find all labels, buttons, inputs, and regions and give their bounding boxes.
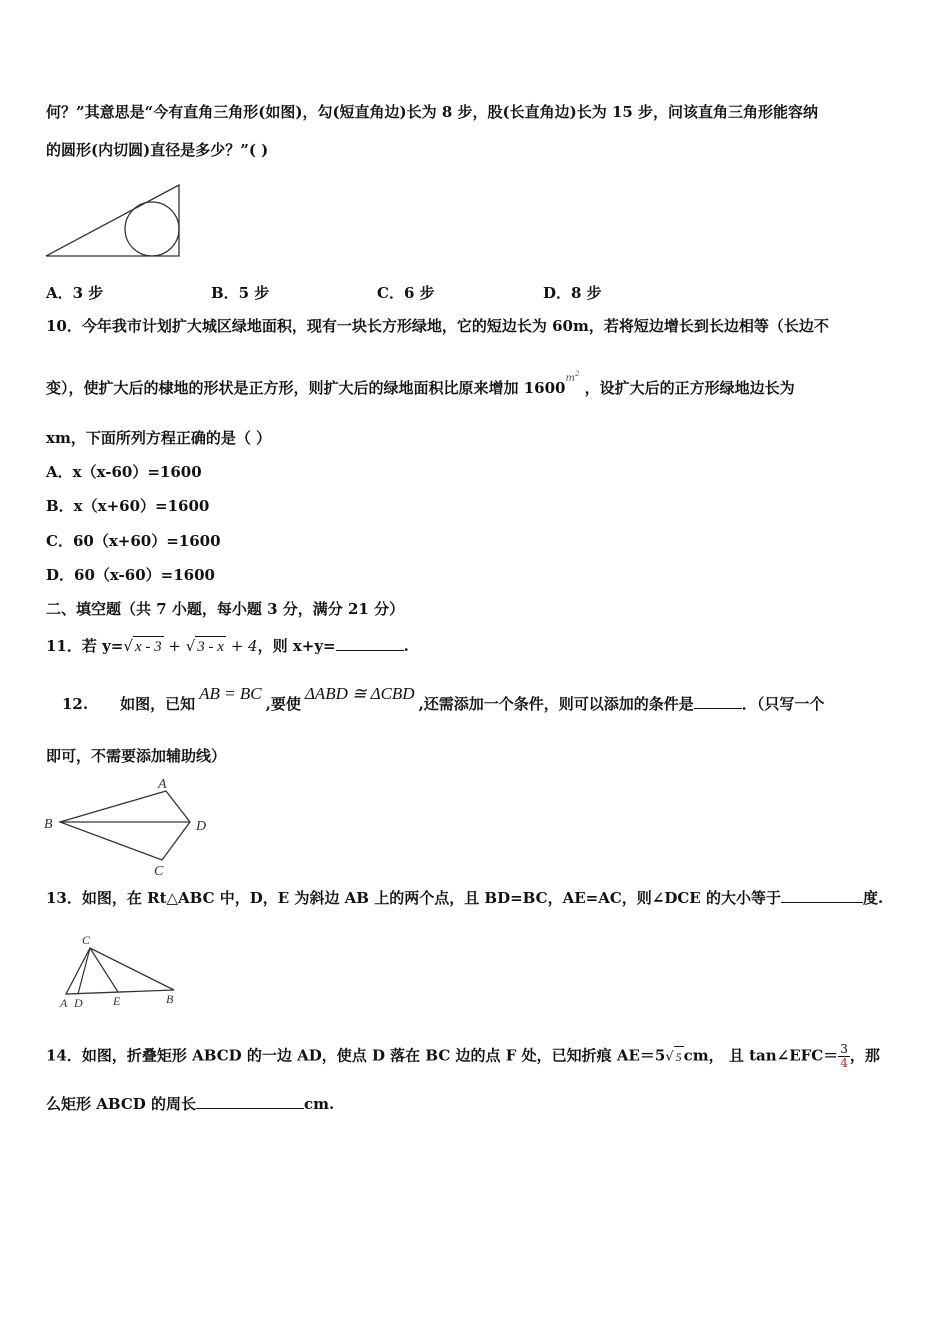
q14-line2 xyxy=(46,1094,334,1114)
q12-label-b: B xyxy=(44,817,53,832)
q14-text-c: ，那 xyxy=(849,1046,880,1065)
q13-triangle xyxy=(66,948,174,994)
q9-incircle xyxy=(125,202,179,256)
q9-option-b: B．5 步 xyxy=(211,284,270,302)
q10-line3: xm，下面所列方程正确的是（ ） xyxy=(46,429,272,447)
q12-line1 xyxy=(62,684,825,714)
q10-unit-m: m2 xyxy=(565,370,580,384)
q9-option-d: D．8 步 xyxy=(543,284,602,302)
q10-option-b: B．x（x+60）=1600 xyxy=(46,497,210,515)
q12-label-d: D xyxy=(196,819,207,834)
q12-text-b: ,要使 xyxy=(265,695,301,713)
q11-line xyxy=(46,636,409,657)
q11-end: . xyxy=(403,637,409,655)
q11-prefix: 11．若 y= xyxy=(46,637,124,655)
q12-math-ab-bc: AB = BC xyxy=(199,684,262,703)
q11-radicand-2: 3 - x xyxy=(195,636,226,657)
q14-frac-num: 3 xyxy=(840,1042,848,1056)
q10-line2-tail: ，设扩大后的正方形绿地边长为 xyxy=(584,379,795,397)
q14-text-unit: cm. xyxy=(304,1095,335,1113)
q9-option-c: C．6 步 xyxy=(377,284,435,302)
sqrt-icon: √ xyxy=(185,637,196,655)
q13-end: 度. xyxy=(862,889,884,907)
q12-text-a: 如图，已知 xyxy=(120,695,196,713)
q12-line2: 即可，不需要添加辅助线） xyxy=(46,747,227,765)
q13-line xyxy=(46,888,883,908)
q13-label-a: A xyxy=(60,996,68,1010)
q10-option-a: A．x（x-60）=1600 xyxy=(46,463,202,481)
q13-label-e: E xyxy=(113,994,121,1008)
q12-figure-kite xyxy=(42,774,217,878)
q14-text-line2: 么矩形 ABCD 的周长 xyxy=(46,1095,196,1113)
sqrt-icon: √ xyxy=(665,1049,674,1065)
q14-line1 xyxy=(46,1043,880,1070)
q10-option-c: C．60（x+60）=1600 xyxy=(46,532,221,550)
q10-option-d: D．60（x-60）=1600 xyxy=(46,566,215,584)
q12-answer-blank[interactable] xyxy=(694,694,742,709)
q13-label-b: B xyxy=(166,992,174,1006)
q9-triangle xyxy=(46,185,179,256)
q12-quadrilateral xyxy=(60,791,190,860)
q11-radicand-1: x - 3 xyxy=(133,636,164,657)
q13-label-d: D xyxy=(74,996,83,1010)
q12-text-d: ．（只写一个 xyxy=(741,695,825,713)
q12-number: 12. xyxy=(62,695,89,713)
section-fill-in-title: 二、填空题（共 7 小题，每小题 3 分，满分 21 分） xyxy=(46,600,405,618)
q13-segment-cd xyxy=(78,948,90,994)
q11-tail: + 4 xyxy=(225,637,258,655)
q13-answer-blank[interactable] xyxy=(781,888,863,903)
q12-label-c: C xyxy=(154,864,164,878)
q9-option-a: A．3 步 xyxy=(46,284,104,302)
q14-radicand: 5 xyxy=(674,1046,684,1067)
q14-text-b: cm， 且 tan∠EFC＝ xyxy=(683,1046,839,1065)
q10-line2 xyxy=(46,370,795,401)
q14-fraction xyxy=(838,1043,850,1070)
q13-text: 13．如图，在 Rt△ABC 中，D，E 为斜边 AB 上的两个点，且 BD=BC，AE=AC，则∠DCE 的大小等于 xyxy=(46,889,781,907)
q9-line1: 何？”其意思是“今有直角三角形(如图)，勾(短直角边)长为 8 步，股(长直角边)长为 15 步，问该直角三角形能容纳 xyxy=(46,103,819,121)
q11-plus: + xyxy=(163,637,186,655)
q13-label-c: C xyxy=(82,933,91,947)
q12-label-a: A xyxy=(158,777,167,792)
q12-text-c: ,还需添加一个条件，则可以添加的条件是 xyxy=(418,695,694,713)
q12-math-congruent: ΔABD ≅ ΔCBD xyxy=(304,684,415,703)
q9-line2: 的圆形(内切圆)直径是多少？”( ) xyxy=(46,141,269,159)
q9-figure-triangle-incircle xyxy=(44,182,184,260)
q10-line1: 10．今年我市计划扩大城区绿地面积，现有一块长方形绿地，它的短边长为 60m，若将短边增长到长边相等（长边不 xyxy=(46,317,829,335)
q14-frac-den: 4 xyxy=(840,1056,848,1070)
q11-suffix: ，则 x+y= xyxy=(257,637,336,655)
sqrt-icon: √ xyxy=(123,637,133,655)
q10-line2-text: 变），使扩大后的棣地的形状是正方形，则扩大后的绿地面积比原来增加 1600 xyxy=(46,379,566,397)
q13-figure-right-triangle xyxy=(56,932,186,1010)
q11-answer-blank[interactable] xyxy=(336,636,404,651)
q14-text-a: 14．如图，折叠矩形 ABCD 的一边 AD，使点 D 落在 BC 边的点 F 处，已知折痕 AE＝5 xyxy=(46,1046,666,1065)
q14-answer-blank[interactable] xyxy=(196,1094,304,1109)
